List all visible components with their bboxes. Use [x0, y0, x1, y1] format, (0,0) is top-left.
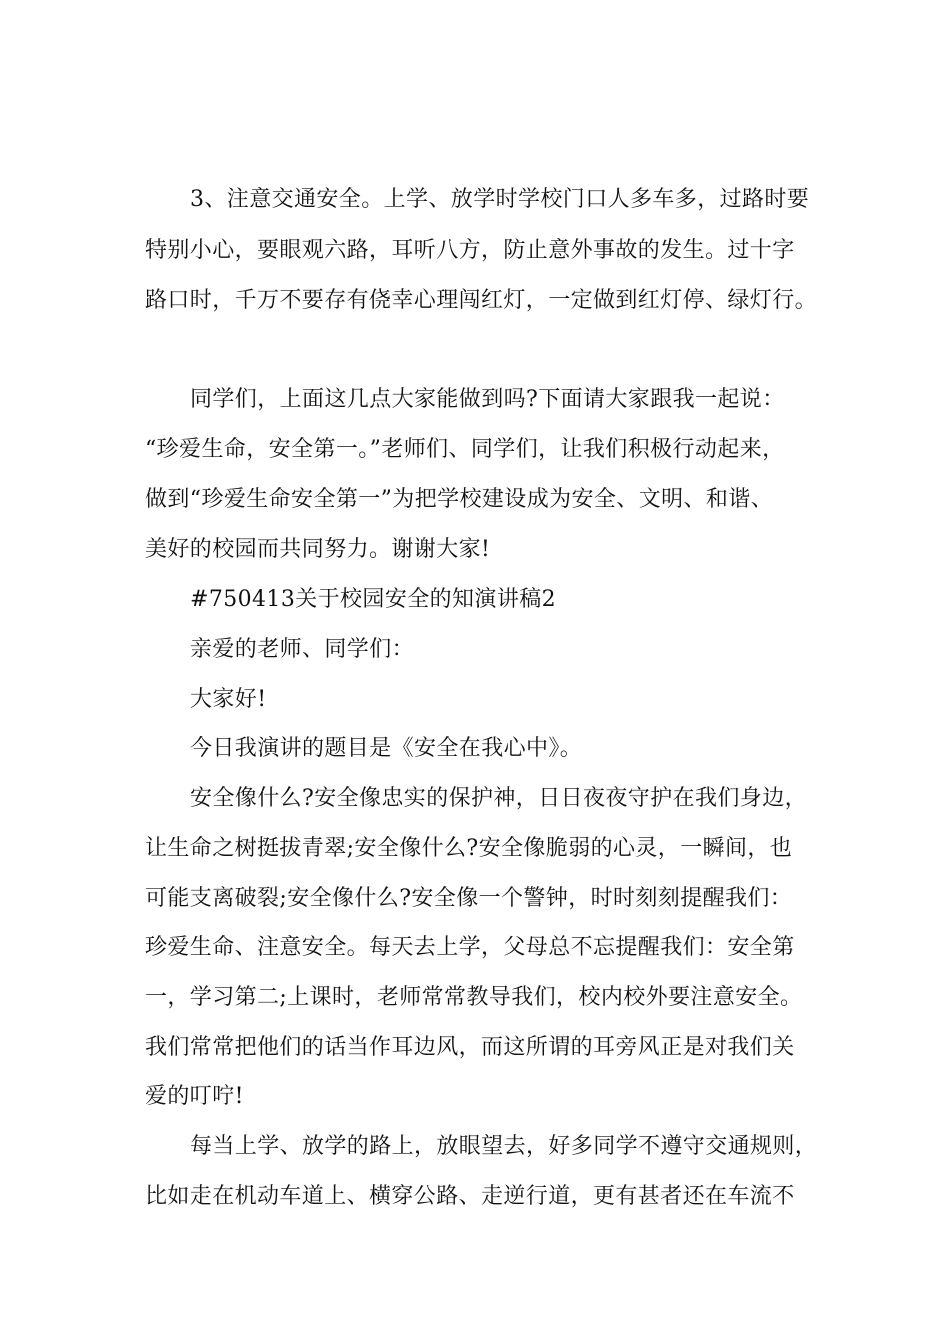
salutation: 亲爱的老师、同学们：: [190, 637, 415, 662]
text-line: 每当上学、放学的路上，放眼望去，好多同学不遵守交通规则，: [190, 1134, 818, 1159]
text-line: 特别小心，要眼观六路，耳听八方，防止意外事故的发生。过十字: [145, 238, 795, 263]
text-line: 安全像什么?安全像忠实的保护神，日日夜夜守护在我们身边，: [190, 786, 807, 811]
text-line: 今日我演讲的题目是《安全在我心中》。: [190, 736, 583, 761]
text-line: 美好的校园而共同努力。谢谢大家!: [145, 537, 491, 562]
section-heading: #750413关于校园安全的知演讲稿2: [190, 587, 557, 612]
text-line: “珍爱生命，安全第一。”老师们、同学们，让我们积极行动起来，: [145, 437, 785, 462]
text-line: 3、注意交通安全。上学、放学时学校门口人多车多，过路时要: [190, 187, 810, 212]
text-line: 可能支离破裂;安全像什么?安全像一个警钟，时时刻刻提醒我们：: [145, 886, 793, 911]
text-line: 爱的叮咛!: [145, 1084, 244, 1109]
text-line: 我们常常把他们的话当作耳边风，而这所谓的耳旁风正是对我们关: [145, 1035, 795, 1060]
text-line: 做到“珍爱生命安全第一”为把学校建设成为安全、文明、和谐、: [145, 487, 774, 512]
text-line: 路口时，千万不要存有侥幸心理闯红灯，一定做到红灯停、绿灯行。: [145, 288, 818, 313]
text-line: 一，学习第二;上课时，老师常常教导我们，校内校外要注意安全。: [145, 985, 803, 1010]
text-line: 同学们，上面这几点大家能做到吗?下面请大家跟我一起说：: [190, 387, 785, 412]
greeting: 大家好!: [190, 687, 267, 712]
text-line: 比如走在机动车道上、横穿公路、走逆行道，更有甚者还在车流不: [145, 1184, 795, 1209]
text-line: 珍爱生命、注意安全。每天去上学，父母总不忘提醒我们：安全第: [145, 935, 795, 960]
text-line: 让生命之树挺拔青翠;安全像什么?安全像脆弱的心灵，一瞬间，也: [145, 836, 793, 861]
